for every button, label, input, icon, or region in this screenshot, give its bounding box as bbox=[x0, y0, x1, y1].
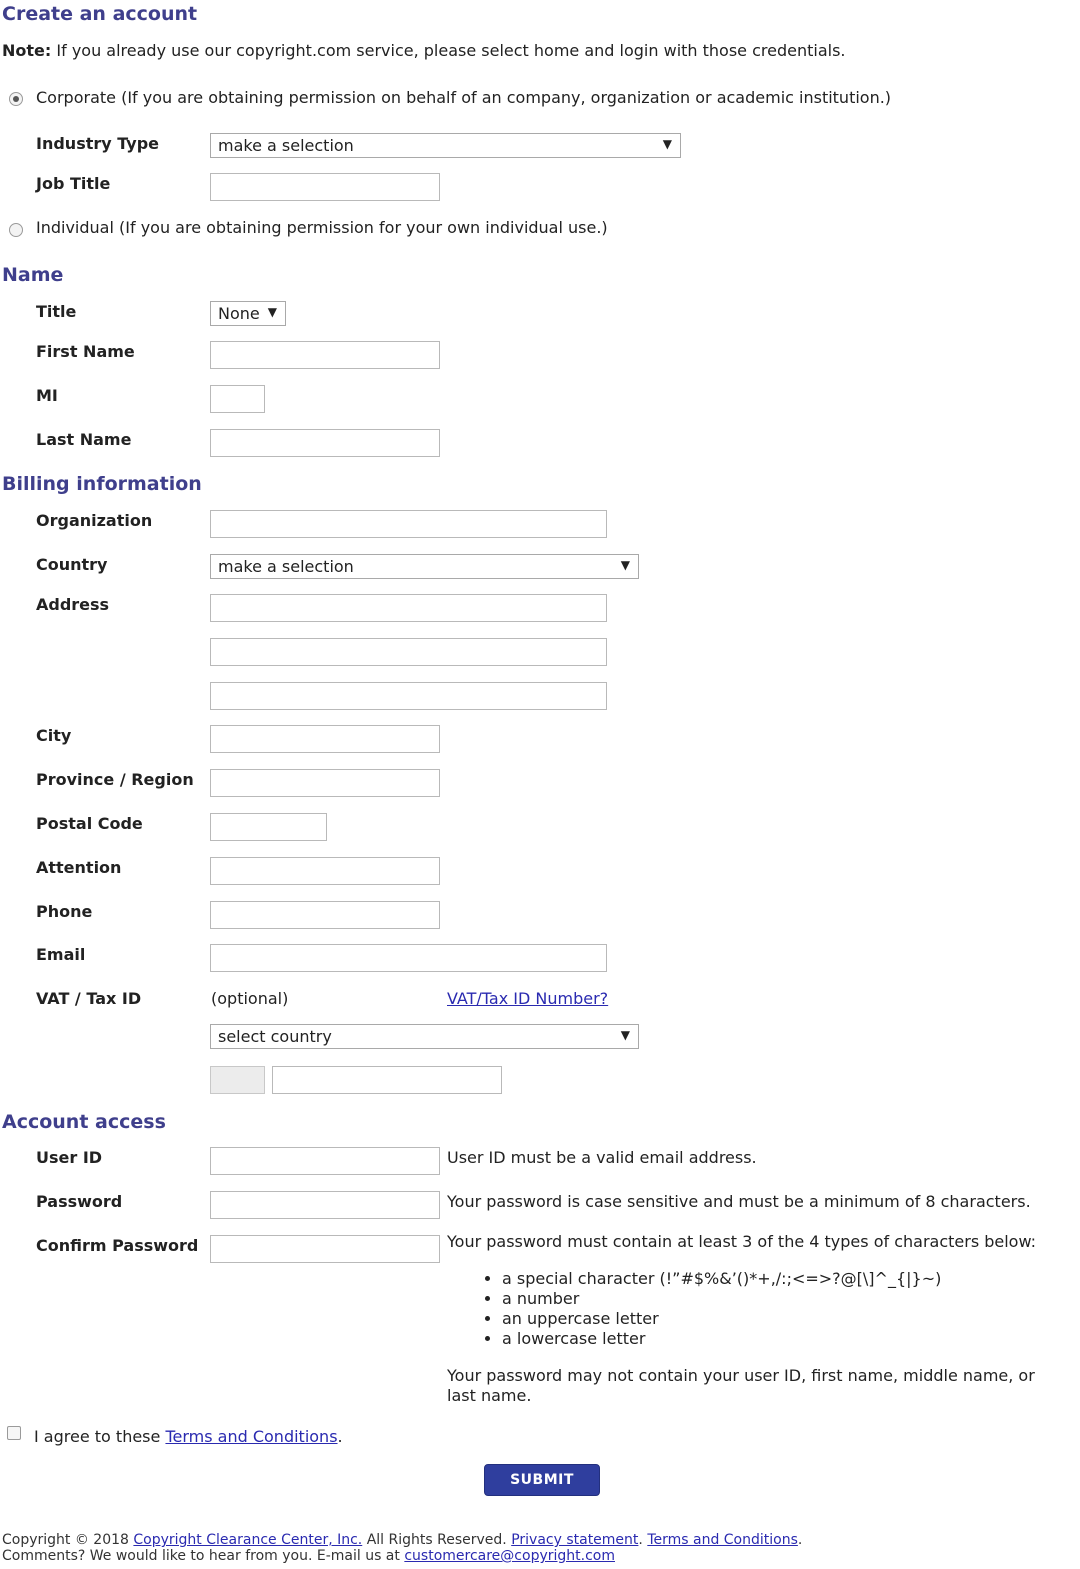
province-input[interactable] bbox=[210, 769, 440, 797]
province-label: Province / Region bbox=[36, 770, 194, 789]
title-value: None bbox=[218, 304, 260, 323]
address-line-1-input[interactable] bbox=[210, 594, 607, 622]
password-hint: Your password is case sensitive and must be a minimum of 8 characters. bbox=[447, 1192, 1031, 1211]
footer-sep: . bbox=[638, 1532, 643, 1548]
company-link[interactable]: Copyright Clearance Center, Inc. bbox=[133, 1532, 363, 1548]
note-text: If you already use our copyright.com service, please select home and login with those credentials. bbox=[56, 41, 846, 60]
city-input[interactable] bbox=[210, 725, 440, 753]
address-line-3-input[interactable] bbox=[210, 682, 607, 710]
individual-label: Individual (If you are obtaining permission for your own individual use.) bbox=[36, 218, 608, 237]
list-item: • a number bbox=[502, 1289, 941, 1309]
vat-number-input[interactable] bbox=[272, 1066, 502, 1094]
industry-type-select[interactable] bbox=[210, 133, 681, 158]
vat-optional-text: (optional) bbox=[211, 989, 289, 1008]
dropdown-arrow-icon: ▼ bbox=[267, 305, 277, 319]
first-name-label: First Name bbox=[36, 342, 135, 361]
address-line-2-input[interactable] bbox=[210, 638, 607, 666]
terms-agreement bbox=[34, 1427, 343, 1446]
mi-input[interactable] bbox=[210, 385, 265, 413]
vat-info-link[interactable]: VAT/Tax ID Number? bbox=[447, 989, 609, 1008]
title-select[interactable] bbox=[210, 301, 286, 326]
confirm-password-label: Confirm Password bbox=[36, 1236, 199, 1255]
phone-input[interactable] bbox=[210, 901, 440, 929]
password-input[interactable] bbox=[210, 1191, 440, 1219]
dropdown-arrow-icon: ▼ bbox=[620, 1028, 630, 1042]
copyright-text: Copyright © 2018 bbox=[2, 1532, 129, 1548]
attention-input[interactable] bbox=[210, 857, 440, 885]
footer-comments bbox=[2, 1548, 615, 1564]
terms-link[interactable]: Terms and Conditions bbox=[165, 1427, 338, 1446]
last-name-input[interactable] bbox=[210, 429, 440, 457]
attention-label: Attention bbox=[36, 858, 122, 877]
last-name-label: Last Name bbox=[36, 430, 132, 449]
footer-terms-link[interactable]: Terms and Conditions bbox=[647, 1532, 798, 1548]
job-title-label: Job Title bbox=[36, 174, 111, 193]
list-item: • an uppercase letter bbox=[502, 1309, 941, 1329]
note-label: Note: bbox=[2, 41, 52, 60]
email-input[interactable] bbox=[210, 944, 607, 972]
terms-checkbox[interactable] bbox=[7, 1426, 21, 1440]
postal-code-input[interactable] bbox=[210, 813, 327, 841]
privacy-link[interactable]: Privacy statement bbox=[511, 1532, 639, 1548]
job-title-input[interactable] bbox=[210, 173, 440, 201]
vat-country-select[interactable] bbox=[210, 1024, 639, 1049]
country-label: Country bbox=[36, 555, 108, 574]
list-item: • a special character (!”#$%&’()*+,/:;<=>?@[\]^_{|}~) bbox=[502, 1269, 941, 1289]
dropdown-arrow-icon: ▼ bbox=[662, 137, 672, 151]
country-select[interactable] bbox=[210, 554, 639, 579]
email-link[interactable]: customercare@copyright.com bbox=[404, 1548, 615, 1564]
organization-input[interactable] bbox=[210, 510, 607, 538]
password-label: Password bbox=[36, 1192, 123, 1211]
account-access-heading: Account access bbox=[2, 1111, 166, 1133]
rights-text: All Rights Reserved. bbox=[366, 1532, 507, 1548]
corporate-radio[interactable] bbox=[9, 92, 23, 106]
name-heading: Name bbox=[2, 264, 64, 286]
terms-prefix: I agree to these bbox=[34, 1427, 161, 1446]
first-name-input[interactable] bbox=[210, 341, 440, 369]
title-label: Title bbox=[36, 302, 77, 321]
corporate-label: Corporate (If you are obtaining permission on behalf of an company, organization or academic institution.) bbox=[36, 88, 892, 107]
password-restriction-line1: Your password may not contain your user ID, first name, middle name, or bbox=[447, 1366, 1035, 1385]
list-item: • a lowercase letter bbox=[502, 1329, 941, 1349]
password-rules-list bbox=[482, 1269, 941, 1349]
confirm-password-hint: Your password must contain at least 3 of the 4 types of characters below: bbox=[447, 1232, 1037, 1251]
user-id-hint: User ID must be a valid email address. bbox=[447, 1148, 757, 1167]
city-label: City bbox=[36, 726, 72, 745]
vat-prefix-field bbox=[210, 1066, 265, 1094]
dropdown-arrow-icon: ▼ bbox=[620, 558, 630, 572]
country-value: make a selection bbox=[218, 557, 354, 576]
comments-text: Comments? We would like to hear from you. E-mail us at bbox=[2, 1548, 400, 1564]
mi-label: MI bbox=[36, 386, 58, 405]
phone-label: Phone bbox=[36, 902, 93, 921]
note bbox=[2, 41, 846, 60]
user-id-input[interactable] bbox=[210, 1147, 440, 1175]
email-label: Email bbox=[36, 945, 86, 964]
page-title: Create an account bbox=[2, 3, 198, 25]
postal-code-label: Postal Code bbox=[36, 814, 143, 833]
confirm-password-input[interactable] bbox=[210, 1235, 440, 1263]
password-restriction-line2: last name. bbox=[447, 1386, 532, 1405]
individual-radio[interactable] bbox=[9, 223, 23, 237]
terms-suffix: . bbox=[337, 1427, 343, 1446]
address-label: Address bbox=[36, 595, 110, 614]
user-id-label: User ID bbox=[36, 1148, 103, 1167]
footer-copyright bbox=[2, 1532, 802, 1548]
industry-type-value: make a selection bbox=[218, 136, 354, 155]
footer-end: . bbox=[797, 1532, 803, 1548]
submit-button[interactable]: SUBMIT bbox=[484, 1464, 600, 1496]
industry-type-label: Industry Type bbox=[36, 134, 159, 153]
organization-label: Organization bbox=[36, 511, 153, 530]
billing-heading: Billing information bbox=[2, 473, 202, 495]
vat-country-value: select country bbox=[218, 1027, 332, 1046]
vat-label: VAT / Tax ID bbox=[36, 989, 142, 1008]
